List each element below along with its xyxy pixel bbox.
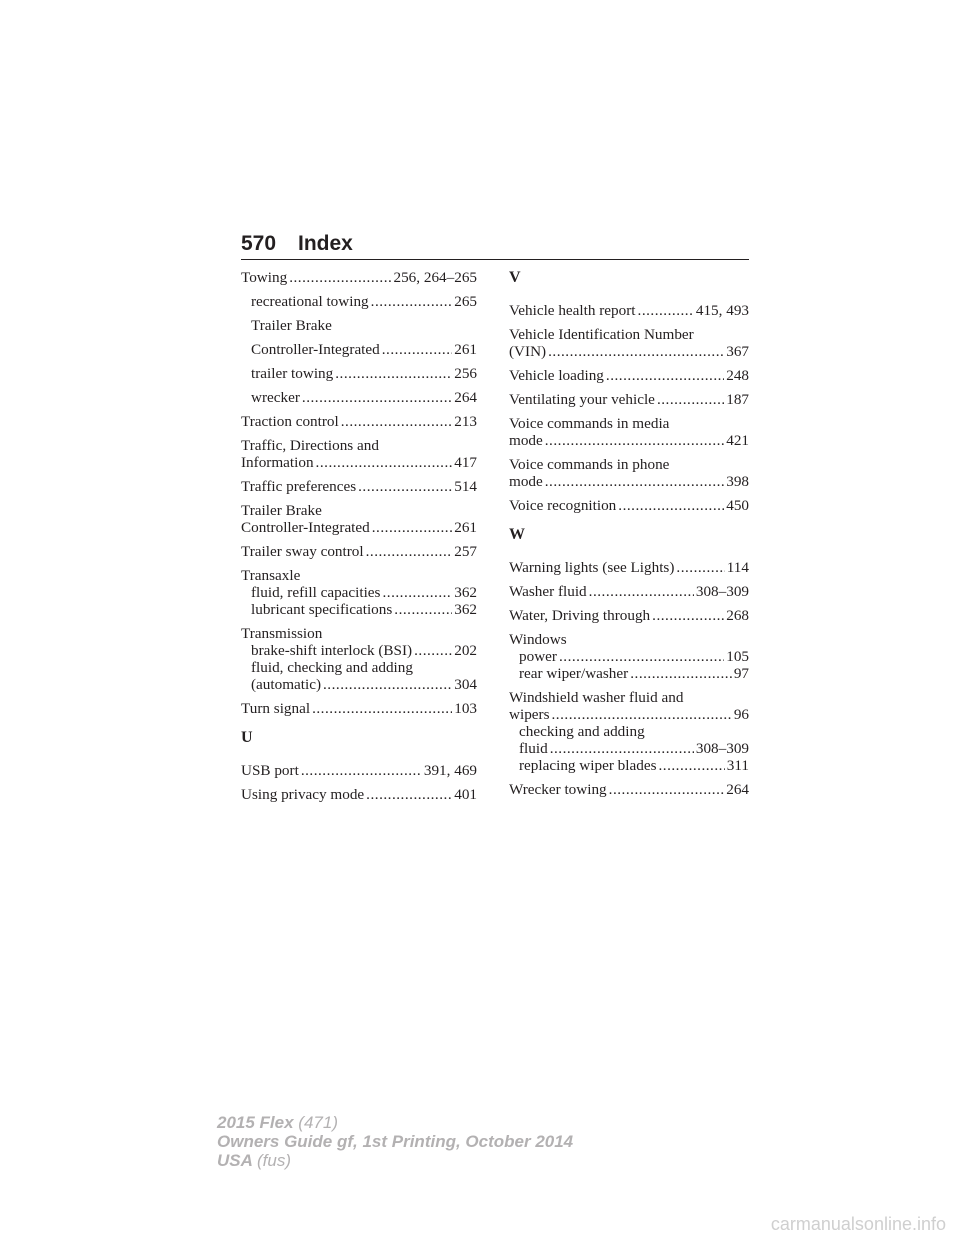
dot-leader: [658, 757, 724, 774]
index-entry: [241, 293, 477, 310]
dot-leader: [358, 478, 452, 495]
index-term: Towing: [241, 269, 288, 286]
index-section-letter: U: [241, 729, 253, 746]
index-subentry-line: [241, 389, 477, 406]
index-entry-line: [509, 781, 749, 798]
index-page-ref: 264: [726, 781, 749, 798]
dot-leader: [609, 781, 725, 798]
dot-leader: [552, 706, 732, 723]
index-term: Trailer sway control: [241, 543, 364, 560]
index-entry-line: [509, 631, 749, 648]
index-entry: [509, 689, 749, 774]
index-page-ref: 308–309: [695, 583, 749, 600]
dot-leader: [589, 583, 694, 600]
index-page-ref: 304: [454, 676, 477, 693]
index-page-ref: 114: [726, 559, 749, 576]
index-term: checking and adding: [519, 723, 645, 740]
dot-leader: [366, 543, 453, 560]
dot-leader: [618, 497, 724, 514]
index-term: Windows: [509, 631, 567, 648]
index-page-ref: 97: [733, 665, 749, 682]
index-page-ref: 401: [454, 786, 477, 803]
index-entry-line: [241, 519, 477, 536]
index-page-ref: 187: [726, 391, 749, 408]
index-subentry-line: [509, 740, 749, 757]
index-page-ref: 417: [454, 454, 477, 471]
index-entry: [509, 302, 749, 319]
dot-leader: [382, 584, 452, 601]
index-term: Traffic, Directions and: [241, 437, 379, 454]
index-entry: [241, 700, 477, 717]
index-page-ref: 261: [454, 519, 477, 536]
index-page-ref: 256, 264–265: [393, 269, 477, 286]
index-entry: [509, 607, 749, 624]
index-term: Turn signal: [241, 700, 311, 717]
index-column-left: [241, 269, 477, 810]
index-entry-line: [509, 583, 749, 600]
index-entry-line: [241, 437, 477, 454]
index-page-ref: 257: [454, 543, 477, 560]
index-entry: [509, 367, 749, 384]
index-term: recreational towing: [251, 293, 369, 310]
footer-line-model: [217, 1113, 573, 1132]
index-term: (automatic): [251, 676, 321, 693]
index-page-ref: 450: [726, 497, 749, 514]
index-entry: [241, 269, 477, 286]
index-subentry-line: [241, 293, 477, 310]
index-entry-line: [509, 415, 749, 432]
index-entry-line: [241, 625, 477, 642]
index-subentry-line: [241, 317, 477, 334]
index-entry-line: [241, 543, 477, 560]
index-entry-line: [509, 343, 749, 360]
dot-leader: [372, 519, 452, 536]
index-page-ref: 264: [454, 389, 477, 406]
index-entry: [509, 326, 749, 360]
index-entry-line: [509, 706, 749, 723]
index-page-ref: 202: [454, 642, 477, 659]
index-term: Voice commands in media: [509, 415, 670, 432]
index-term: fluid: [519, 740, 548, 757]
dot-leader: [545, 473, 724, 490]
index-term: wipers: [509, 706, 550, 723]
index-term: Transaxle: [241, 567, 301, 584]
index-page-ref: 514: [454, 478, 477, 495]
index-term: Voice commands in phone: [509, 456, 670, 473]
index-entry-line: [509, 456, 749, 473]
dot-leader: [638, 302, 694, 319]
footer-line-market: [217, 1151, 573, 1170]
dot-leader: [548, 343, 724, 360]
index-entry-line: [509, 607, 749, 624]
index-term: Controller-Integrated: [251, 341, 380, 358]
index-term: Trailer Brake: [241, 502, 322, 519]
page-title: Index: [298, 232, 353, 255]
index-term: lubricant specifications: [251, 601, 393, 618]
index-page-ref: 398: [726, 473, 749, 490]
dot-leader: [545, 432, 724, 449]
index-entry-line: [509, 367, 749, 384]
watermark: carmanualsonline.info: [770, 1214, 946, 1234]
index-entry: [241, 567, 477, 618]
index-entry: [241, 625, 477, 693]
index-entry-line: [241, 700, 477, 717]
index-page-ref: 256: [454, 365, 477, 382]
index-entry-line: [241, 454, 477, 471]
dot-leader: [382, 341, 452, 358]
index-term: Controller-Integrated: [241, 519, 370, 536]
index-page-ref: 362: [454, 584, 477, 601]
dot-leader: [414, 642, 452, 659]
index-entry: [241, 786, 477, 803]
index-term: Information: [241, 454, 314, 471]
dot-leader: [606, 367, 724, 384]
index-entry-line: [509, 302, 749, 319]
index-entry-line: [509, 473, 749, 490]
index-page-ref: 265: [454, 293, 477, 310]
index-entry: [509, 583, 749, 600]
index-entry-line: [509, 326, 749, 343]
dot-leader: [341, 413, 452, 430]
index-term: replacing wiper blades: [519, 757, 657, 774]
index-entry-line: [241, 502, 477, 519]
index-term: fluid, checking and adding: [251, 659, 413, 676]
index-term: rear wiper/washer: [519, 665, 629, 682]
index-entry-line: [241, 269, 477, 286]
footer-model-code: (471): [298, 1113, 338, 1132]
index-entry: [241, 413, 477, 430]
index-term: Windshield washer fluid and: [509, 689, 684, 706]
index-page-ref: 308–309: [695, 740, 749, 757]
footer-edition: Owners Guide gf, 1st Printing, October 2014: [217, 1132, 574, 1151]
index-term: Wrecker towing: [509, 781, 607, 798]
index-entry-line: [241, 567, 477, 584]
dot-leader: [289, 269, 391, 286]
dot-leader: [312, 700, 452, 717]
footer: [217, 1113, 573, 1170]
index-entry: [241, 762, 477, 779]
index-term: Transmission: [241, 625, 323, 642]
index-term: Voice recognition: [509, 497, 617, 514]
index-page-ref: 248: [726, 367, 749, 384]
dot-leader: [316, 454, 453, 471]
index-term: Using privacy mode: [241, 786, 365, 803]
index-page-ref: 421: [726, 432, 749, 449]
index-entry: [509, 781, 749, 798]
index-term: trailer towing: [251, 365, 334, 382]
index-entry-line: [241, 478, 477, 495]
dot-leader: [652, 607, 724, 624]
footer-line-edition: [217, 1132, 573, 1151]
dot-leader: [371, 293, 453, 310]
index-subentry-line: [509, 723, 749, 740]
index-subentry-line: [241, 584, 477, 601]
index-entry: [241, 543, 477, 560]
index-section-letter: W: [509, 526, 525, 543]
index-entry-line: [241, 413, 477, 430]
footer-model: 2015 Flex: [217, 1113, 294, 1132]
index-term: Warning lights (see Lights): [509, 559, 675, 576]
index-page-ref: 362: [454, 601, 477, 618]
index-column-right: [509, 269, 749, 805]
dot-leader: [366, 786, 452, 803]
index-page-ref: 311: [726, 757, 749, 774]
index-entry-line: [509, 391, 749, 408]
index-term: Vehicle Identification Number: [509, 326, 694, 343]
index-entry: [241, 341, 477, 358]
index-term: Ventilating your vehicle: [509, 391, 655, 408]
index-term: Traffic preferences: [241, 478, 357, 495]
index-entry-line: [241, 786, 477, 803]
index-entry: [509, 456, 749, 490]
index-term: mode: [509, 473, 543, 490]
index-term: Trailer Brake: [251, 317, 332, 334]
index-subentry-line: [241, 341, 477, 358]
footer-market: USA: [217, 1151, 253, 1170]
index-term: power: [519, 648, 557, 665]
index-entry-line: [509, 559, 749, 576]
index-subentry-line: [241, 365, 477, 382]
index-page-ref: 103: [454, 700, 477, 717]
dot-leader: [559, 648, 724, 665]
dot-leader: [323, 676, 452, 693]
index-entry: [241, 478, 477, 495]
index-entry: [509, 391, 749, 408]
index-entry-line: [509, 689, 749, 706]
dot-leader: [630, 665, 732, 682]
dot-leader: [302, 389, 452, 406]
index-page-ref: 96: [733, 706, 749, 723]
index-entry: [241, 389, 477, 406]
index-term: Vehicle health report: [509, 302, 636, 319]
index-term: brake-shift interlock (BSI): [251, 642, 413, 659]
page-header: [241, 232, 749, 256]
footer-market-code: (fus): [257, 1151, 291, 1170]
index-entry: [241, 317, 477, 334]
header-rule: [241, 259, 749, 260]
index-subentry-line: [241, 642, 477, 659]
index-entry-line: [241, 762, 477, 779]
index-entry: [241, 365, 477, 382]
index-term: Water, Driving through: [509, 607, 651, 624]
page-number: 570: [241, 232, 277, 255]
index-subentry-line: [509, 665, 749, 682]
index-term: mode: [509, 432, 543, 449]
index-page-ref: 213: [454, 413, 477, 430]
index-subentry-line: [509, 648, 749, 665]
index-entry: [509, 631, 749, 682]
index-entry: [241, 437, 477, 471]
index-term: fluid, refill capacities: [251, 584, 381, 601]
index-page-ref: 391, 469: [423, 762, 477, 779]
index-term: USB port: [241, 762, 299, 779]
index-subentry-line: [241, 659, 477, 676]
dot-leader: [335, 365, 452, 382]
dot-leader: [301, 762, 422, 779]
index-entry: [509, 415, 749, 449]
index-term: Traction control: [241, 413, 339, 430]
index-subentry-line: [241, 601, 477, 618]
index-entry: [241, 502, 477, 536]
index-entry: [509, 559, 749, 576]
index-entry-line: [509, 497, 749, 514]
index-term: wrecker: [251, 389, 300, 406]
index-entry-line: [509, 432, 749, 449]
index-term: Washer fluid: [509, 583, 587, 600]
index-section-letter: V: [509, 269, 521, 286]
dot-leader: [550, 740, 694, 757]
index-term: Vehicle loading: [509, 367, 604, 384]
dot-leader: [657, 391, 724, 408]
index-page-ref: 367: [726, 343, 749, 360]
index-page-ref: 268: [726, 607, 749, 624]
index-subentry-line: [509, 757, 749, 774]
index-page-ref: 105: [726, 648, 749, 665]
index-term: (VIN): [509, 343, 547, 360]
index-entry: [509, 497, 749, 514]
index-page-ref: 261: [454, 341, 477, 358]
index-page-ref: 415, 493: [695, 302, 749, 319]
dot-leader: [676, 559, 724, 576]
index-subentry-line: [241, 676, 477, 693]
dot-leader: [394, 601, 452, 618]
